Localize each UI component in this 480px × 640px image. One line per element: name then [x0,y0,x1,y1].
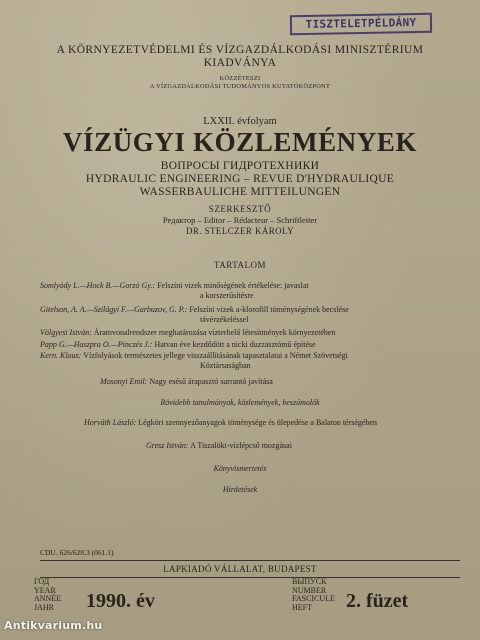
toc-article-title-cont: Köztársaságban [200,360,251,370]
toc-article-title: Felszíni vizek a-klorofill töménységének becslése [189,305,349,314]
complimentary-copy-stamp: TISZTELETPÉLDÁNY [290,13,432,35]
subtitle-line: WASSERBAULICHE MITTEILUNGEN [139,186,341,198]
watermark: Antikvarium.hu [4,619,103,632]
toc-authors: Gresz István: [146,441,189,450]
toc-article-title: Nagy esésű árapasztó surrantó javítása [149,377,273,386]
ministry-line: A KÖRNYEZETVÉDELMI ÉS VÍZGAZDÁLKODÁSI MINISZTÉRIUM [56,44,424,56]
toc-entry [146,441,466,451]
issue-label: FASCICULE [292,594,335,603]
issue-label: HEFT [292,602,312,612]
toc-entry [40,328,460,338]
toc-authors: Gitelson, A. A.—Szilágyi F.—Garbuzov, G. P.: [40,305,188,314]
toc-entry [84,418,464,428]
year-labels [34,578,74,612]
toc-entry [40,351,460,370]
toc-authors: Mosonyi Emil: [100,377,148,386]
short-studies-heading: Rövidebb tanulmányok, közlemények, beszámolók [160,398,320,407]
toc-article-title: Légköri szennyezőanyagok töménysége és ülepedése a Balaton térségében [138,418,378,427]
toc-article-title: A Tiszalöki-vízlépcső mozgásai [190,441,292,450]
cdu-classification: CDU. 626/628.3 (061.1) [40,548,114,557]
toc-entry [40,305,460,324]
year-label: ГОД [34,577,50,586]
toc-entry [40,281,460,300]
toc-authors: Papp G.—Haszpra O.—Pinczés J.: [40,340,153,349]
toc-article-title: Felszíni vizek minőségének értékelése: javaslat [157,281,309,290]
toc-authors: Völgyesi István: [40,328,92,337]
subtitle-line: ВОПРОСЫ ГИДРОТЕХНИКИ [160,160,320,172]
year-label: ANNÉE [34,594,62,603]
advertisements-heading: Hirdetések [222,485,258,494]
divider [40,577,460,578]
toc-article-title: Vízfolyások természetes jellege visszaállításának tapasztalatai a Német Szövetségi [83,351,348,360]
toc-heading: TARTALOM [213,260,266,270]
year-label: YEAR [34,585,56,595]
toc-article-title: Hatvan éve kezdődött a nicki duzzasztómű építése [154,340,316,349]
issue-labels [292,578,348,612]
subtitle-line: HYDRAULIC ENGINEERING – REVUE D'HYDRAULIQUE [85,173,395,185]
publisher-note-line: KÖZZÉTESZI [219,75,261,82]
year-label: JAHR [34,602,55,612]
toc-authors: Kern. Klaus: [40,351,82,360]
subtitles [0,160,480,199]
toc-article-title-cont: távérzékeléssel [200,314,249,324]
publisher-note-line: A VÍZGAZDÁLKODÁSI TUDOMÁNYOS KUTATÓKÖZPONT [149,83,331,90]
divider [40,560,460,561]
toc-authors: Somlyódy L.—Hock B.—Gorzó Gy.: [40,281,156,290]
toc-authors: Horváth László: [84,418,137,427]
issue-label: ВЫПУСК [292,577,327,586]
ministry-header [0,44,480,70]
toc-entry [100,377,460,387]
year-value: 1990. év [86,590,155,612]
editor-label: SZERKESZTŐ [208,204,272,214]
journal-title: VÍZÜGYI KÖZLEMÉNYEK [62,127,418,157]
book-reviews-heading: Könyvismertetés [213,464,267,473]
editor-roles: Редактор – Editor – Rédacteur – Schriftleiter [162,215,318,225]
ministry-line: KIADVÁNYA [203,57,277,69]
issue-value: 2. füzet [346,590,409,612]
issue-label: NUMBER [292,585,327,595]
toc-article-title: Áramvonalrendszer meghatározása vízterhelő létesítmények környezetében [93,328,336,337]
volume-label: LXXII. évfolyam [203,116,277,127]
toc-article-title-cont: a korszerűsítésre [200,290,254,300]
editor-name: DR. STELCZER KÁROLY [186,226,294,236]
publisher-name: LAPKIADÓ VÁLLALAT, BUDAPEST [163,564,317,574]
publisher-note [0,75,480,91]
toc-entry [40,340,460,350]
